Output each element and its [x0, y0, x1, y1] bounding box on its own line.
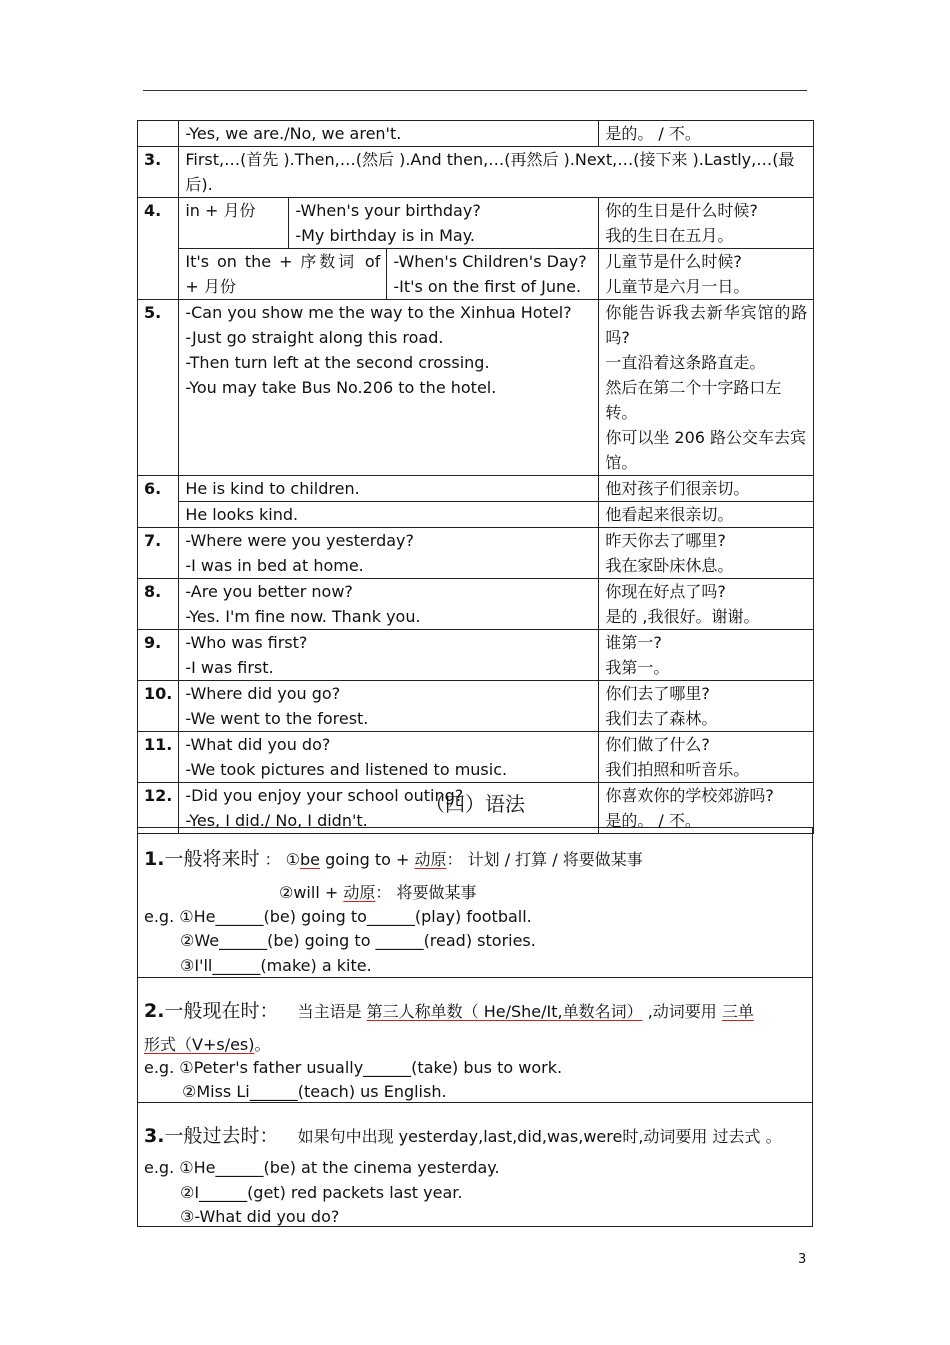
grammar-colon: ： [264, 850, 281, 869]
english-cell [179, 528, 599, 579]
table-row [138, 121, 814, 147]
keyword-form: 三单 [721, 1002, 754, 1021]
chinese-cell [599, 300, 814, 476]
english-line: -I was in bed at home. [185, 556, 364, 575]
section-title: （四）语法 [425, 792, 525, 816]
table-row [138, 528, 814, 579]
vocab-table [137, 120, 814, 834]
english-cell [289, 198, 599, 249]
label-cell: in + 月份 [179, 198, 289, 249]
chinese-line: 昨天你去了哪里? [605, 531, 726, 550]
keyword-be: be [300, 850, 321, 869]
example-line: e.g. ①He______(be) at the cinema yesterday. [144, 1158, 500, 1177]
english-line: -It's on the first of June. [393, 277, 582, 296]
english-cell: He looks kind. [179, 502, 599, 528]
english-line: -Can you show me the way to the Xinhua Hotel? [185, 303, 572, 322]
english-cell [387, 249, 599, 300]
chinese-line: 我第一。 [605, 658, 670, 677]
chinese-line: 一直沿着这条路直走。 [605, 353, 766, 372]
chinese-line: 我的生日在五月。 [605, 226, 734, 245]
english-line: -We went to the forest. [185, 709, 369, 728]
example-line: e.g. ①Peter's father usually______(take) bus to work. [144, 1058, 563, 1077]
row-number: 6. [138, 476, 179, 528]
table-row [138, 147, 814, 198]
rule-text: ,动词要用 [642, 1002, 722, 1021]
example-line: ③-What did you do? [180, 1207, 340, 1226]
english-line: -When's your birthday? [295, 201, 481, 220]
english-cell [179, 300, 599, 476]
chinese-cell [599, 579, 814, 630]
table-row [138, 579, 814, 630]
chinese-line: 你现在好点了吗? [605, 582, 726, 601]
english-cell [179, 732, 599, 783]
label-line: + 月份 [185, 277, 236, 296]
grammar-box-future [137, 827, 813, 978]
chinese-line: 是的。 / 不。 [605, 811, 701, 830]
english-line: -What did you do? [185, 735, 331, 754]
english-cell: First,…(首先 ).Then,…(然后 ).And then,…(再然后 ).Next,…(接下来 ).Lastly,…(最后). [179, 147, 814, 198]
rule-line [144, 1032, 271, 1055]
row-number: 5. [138, 300, 179, 476]
chinese-line: 你的生日是什么时候? [605, 201, 758, 220]
rule-desc: ： 将要做某事 [375, 883, 477, 902]
table-row [138, 502, 814, 528]
english-line: -Did you enjoy your school outing? [185, 786, 464, 805]
rule-desc: ： 计划 / 打算 / 将要做某事 [446, 850, 643, 869]
english-line: -Just go straight along this road. [185, 328, 444, 347]
grammar-heading [144, 1121, 782, 1148]
header-rule [143, 90, 807, 91]
table-row [138, 476, 814, 502]
chinese-cell: 他看起来很亲切。 [599, 502, 814, 528]
chinese-line: 吗? [605, 328, 630, 347]
chinese-cell [599, 528, 814, 579]
keyword-dongyuan: 动原 [414, 850, 447, 869]
table-row [138, 198, 814, 249]
english-line: -Are you better now? [185, 582, 353, 601]
grammar-name: 一般过去时： [164, 1125, 279, 1147]
chinese-line: 谁第一? [605, 633, 662, 652]
chinese-line: 你们去了哪里? [605, 684, 710, 703]
row-number: 3. [138, 147, 179, 198]
label-cell [179, 249, 387, 300]
chinese-line: 你能告诉我去新华宾馆的路 [605, 303, 808, 322]
keyword-third-person: 第三人称单数（ He/She/It,单数名词） [366, 1002, 643, 1021]
page-number: 3 [798, 1252, 807, 1267]
row-number: 7. [138, 528, 179, 579]
english-line: -When's Children's Day? [393, 252, 587, 271]
table-row [138, 249, 814, 300]
english-cell [179, 630, 599, 681]
chinese-cell: 是的。 / 不。 [599, 121, 814, 147]
table-row [138, 630, 814, 681]
label-line: It's on the + 序数词 of [185, 252, 381, 271]
english-line: -We took pictures and listened to music. [185, 760, 508, 779]
row-number: 9. [138, 630, 179, 681]
english-line: -Then turn left at the second crossing. [185, 353, 490, 372]
chinese-line: 我们去了森林。 [605, 709, 718, 728]
row-number: 4. [138, 198, 179, 300]
rule-text: going to + [320, 850, 415, 869]
english-cell [179, 681, 599, 732]
keyword-form: 形式（V+s/es) [144, 1035, 255, 1054]
chinese-cell [599, 198, 814, 249]
row-number: 10. [138, 681, 179, 732]
chinese-line: 你可以坐 206 路公交车去宾馆。 [605, 428, 807, 472]
english-line: -Yes. I'm fine now. Thank you. [185, 607, 421, 626]
chinese-cell: 他对孩子们很亲切。 [599, 476, 814, 502]
row-number: 8. [138, 579, 179, 630]
example-line: ③I'll______(make) a kite. [180, 956, 372, 975]
table-row [138, 300, 814, 476]
chinese-cell [599, 732, 814, 783]
english-line: -Where were you yesterday? [185, 531, 414, 550]
rule-text: ②will + [279, 883, 344, 902]
row-number [138, 121, 179, 147]
grammar-heading [144, 844, 643, 871]
english-cell: -Yes, we are./No, we aren't. [179, 121, 599, 147]
english-line: -Yes, I did./ No, I didn't. [185, 811, 368, 830]
rule-line [279, 880, 476, 903]
grammar-number: 3. [144, 1125, 165, 1147]
chinese-line: 儿童节是六月一日。 [605, 277, 750, 296]
example-line: ②Miss Li______(teach) us English. [182, 1082, 447, 1101]
english-line: -I was first. [185, 658, 274, 677]
grammar-heading [144, 996, 754, 1023]
chinese-cell [599, 249, 814, 300]
grammar-box-present [137, 977, 813, 1103]
grammar-name: 一般将来时 [164, 848, 260, 870]
example-line: ②I______(get) red packets last year. [180, 1183, 463, 1202]
table-row [138, 732, 814, 783]
example-line: e.g. ①He______(be) going to______(play) football. [144, 907, 532, 926]
circled-number: ① [285, 850, 301, 869]
chinese-line: 然后在第二个十字路口左转。 [605, 378, 782, 422]
english-line: -My birthday is in May. [295, 226, 476, 245]
chinese-cell [599, 630, 814, 681]
grammar-box-past [137, 1102, 813, 1227]
grammar-name: 一般现在时： [164, 1000, 279, 1022]
row-number: 11. [138, 732, 179, 783]
chinese-line: 我在家卧床休息。 [605, 556, 734, 575]
rule-text: 。 [254, 1035, 271, 1054]
table-row [138, 681, 814, 732]
chinese-line: 我们拍照和听音乐。 [605, 760, 750, 779]
chinese-line: 你们做了什么? [605, 735, 710, 754]
keyword-dongyuan: 动原 [343, 883, 376, 902]
chinese-cell [599, 681, 814, 732]
grammar-number: 1. [144, 848, 165, 870]
row-number: 12. [138, 783, 179, 834]
english-line: -Where did you go? [185, 684, 341, 703]
grammar-number: 2. [144, 1000, 165, 1022]
english-cell: He is kind to children. [179, 476, 599, 502]
chinese-line: 你喜欢你的学校郊游吗? [605, 786, 774, 805]
example-line: ②We______(be) going to ______(read) stories. [180, 931, 536, 950]
english-cell [179, 579, 599, 630]
rule-desc: 如果句中出现 yesterday,last,did,was,were时,动词要用 过去式 。 [297, 1127, 782, 1146]
english-line: -You may take Bus No.206 to the hotel. [185, 378, 497, 397]
english-line: -Who was first? [185, 633, 308, 652]
chinese-line: 儿童节是什么时候? [605, 252, 742, 271]
chinese-line: 是的 ,我很好。谢谢。 [605, 607, 760, 626]
rule-text: 当主语是 [297, 1002, 367, 1021]
